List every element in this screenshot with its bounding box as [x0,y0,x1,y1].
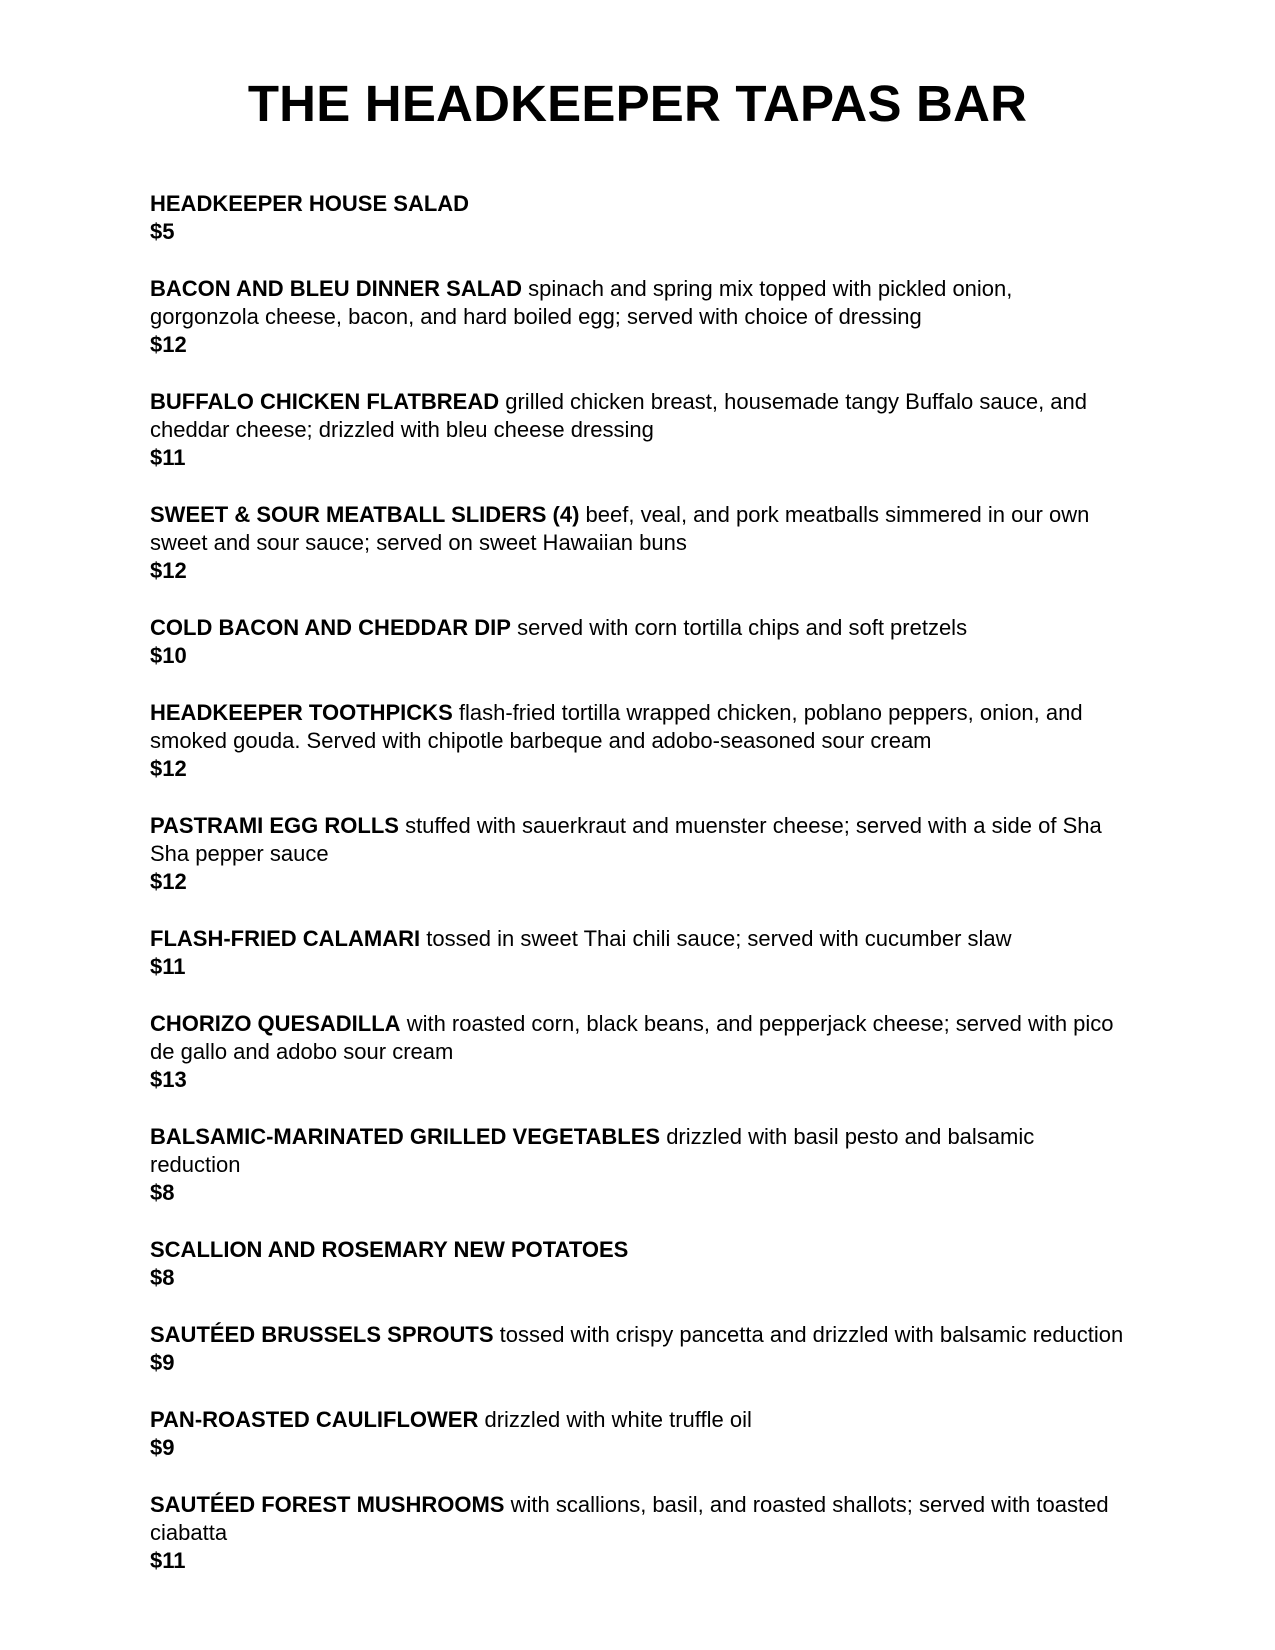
menu-item-description: drizzled with white truffle oil [484,1407,752,1432]
menu-item-name: HEADKEEPER HOUSE SALAD [150,191,470,216]
menu-item [150,812,1125,896]
menu-item-name: PASTRAMI EGG ROLLS [150,813,399,838]
menu-item-price: $12 [150,756,187,781]
menu-item [150,1123,1125,1207]
menu-item-description: spinach and spring mix topped with pickled onion, gorgonzola cheese, bacon, and hard boiled egg; served with choice of dressing [150,276,1013,329]
menu-item-price: $5 [150,219,175,244]
menu-item-price: $9 [150,1350,175,1375]
menu-item-description: tossed with crispy pancetta and drizzled with balsamic reduction [499,1322,1124,1347]
menu-item-description: stuffed with sauerkraut and muenster cheese; served with a side of Sha Sha pepper sauce [150,813,1102,866]
menu-item-price: $12 [150,558,187,583]
menu-item-name: SWEET & SOUR MEATBALL SLIDERS (4) [150,502,580,527]
menu-item-price: $13 [150,1067,187,1092]
menu-item [150,614,1125,670]
menu-item [150,388,1125,472]
menu-item [150,1321,1125,1377]
menu-item-name: HEADKEEPER TOOTHPICKS [150,700,453,725]
menu-item-description: grilled chicken breast, housemade tangy Buffalo sauce, and cheddar cheese; drizzled with bleu cheese dressing [150,389,1087,442]
menu-item-description: drizzled with basil pesto and balsamic reduction [150,1124,1035,1177]
menu-item-description: with scallions, basil, and roasted shallots; served with toasted ciabatta [150,1492,1109,1545]
menu-item-description: with roasted corn, black beans, and pepperjack cheese; served with pico de gallo and adobo sour cream [150,1011,1114,1064]
menu-item-price: $11 [150,954,186,979]
menu-item-description: tossed in sweet Thai chili sauce; served with cucumber slaw [426,926,1012,951]
menu-item [150,1010,1125,1094]
menu-item-name: BUFFALO CHICKEN FLATBREAD [150,389,500,414]
menu-item-name: CHORIZO QUESADILLA [150,1011,401,1036]
menu-item-price: $8 [150,1265,175,1290]
menu-item-price: $8 [150,1180,175,1205]
menu-item-price: $9 [150,1435,175,1460]
menu-item-name: BALSAMIC-MARINATED GRILLED VEGETABLES [150,1124,661,1149]
menu-item-description: served with corn tortilla chips and soft pretzels [517,615,968,640]
menu-item [150,699,1125,783]
menu-item-name: SAUTÉED FOREST MUSHROOMS [150,1492,505,1517]
menu-item [150,1236,1125,1292]
menu-item-price: $11 [150,445,186,470]
menu-item [150,1491,1125,1575]
menu-item-name: PAN-ROASTED CAULIFLOWER [150,1407,479,1432]
page-title: THE HEADKEEPER TAPAS BAR [247,75,1028,132]
menu-item-description: beef, veal, and pork meatballs simmered in our own sweet and sour sauce; served on sweet Hawaiian buns [150,502,1090,555]
menu-item-name: SAUTÉED BRUSSELS SPROUTS [150,1322,494,1347]
menu-item [150,925,1125,981]
menu-item-description: flash-fried tortilla wrapped chicken, poblano peppers, onion, and smoked gouda. Served with chipotle barbeque and adobo-seasoned sour cream [150,700,1083,753]
menu-item [150,275,1125,359]
menu-item-price: $12 [150,869,187,894]
menu-item [150,1406,1125,1462]
menu-list [150,190,1125,1604]
menu-item-name: BACON AND BLEU DINNER SALAD [150,276,522,301]
menu-item-name: SCALLION AND ROSEMARY NEW POTATOES [150,1237,629,1262]
menu-item-name: COLD BACON AND CHEDDAR DIP [150,615,511,640]
menu-item-price: $12 [150,332,187,357]
menu-item [150,190,1125,246]
menu-item-name: FLASH-FRIED CALAMARI [150,926,421,951]
menu-item-price: $11 [150,1548,186,1573]
menu-item-price: $10 [150,643,187,668]
menu-item [150,501,1125,585]
